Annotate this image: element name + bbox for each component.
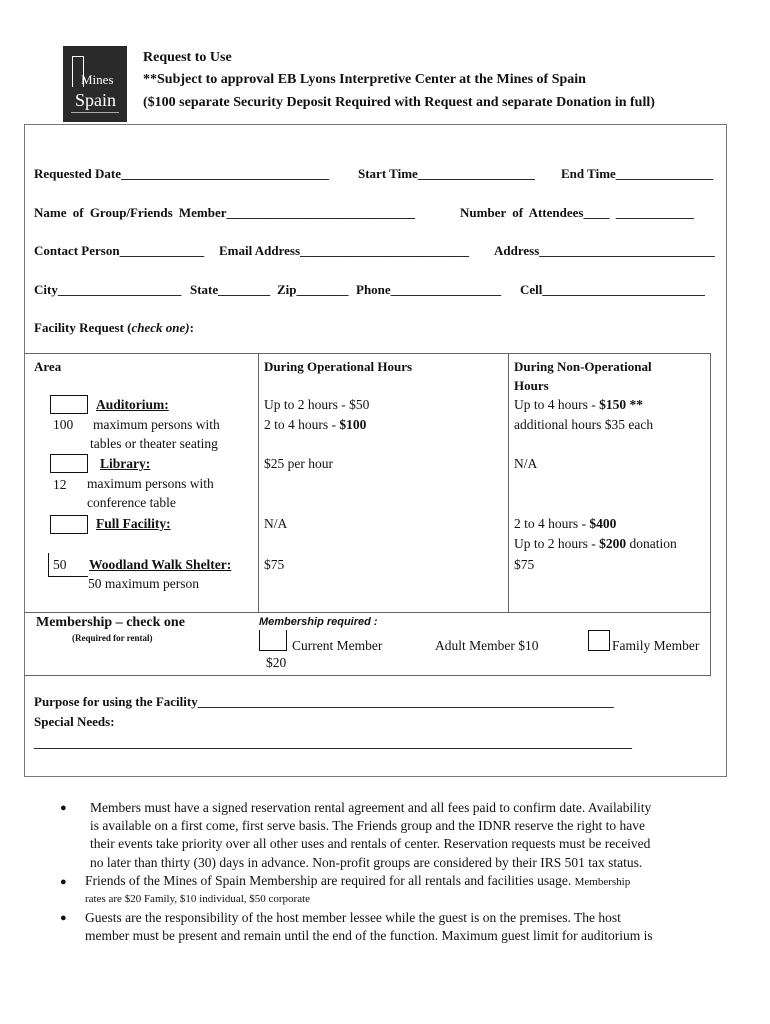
address-field[interactable]: Address___________________________ (494, 243, 715, 258)
requested-date-field[interactable]: Requested Date________________________________ (34, 166, 330, 181)
number-attendees-field[interactable]: Number of Attendees____ ____________ (460, 205, 694, 220)
adult-member-label: Adult Member $10 (435, 638, 539, 653)
family-member-checkbox[interactable] (588, 630, 610, 651)
full-facility-checkbox[interactable] (50, 515, 88, 534)
rule-3-line-1: Guests are the responsibility of the host member lessee while the guest is on the premises. The host (85, 910, 621, 925)
rule-2-line-2: rates are $20 Family, $10 individual, $50 corporate (85, 893, 311, 905)
library-label: Library: (100, 456, 151, 471)
woodland-nonop-rate: $75 (514, 557, 535, 572)
family-member-label: Family Member (612, 638, 700, 653)
current-member-checkbox[interactable] (259, 630, 287, 651)
purpose-field[interactable]: Purpose for using the Facility________________________________________________________________ (34, 694, 614, 709)
table-col-divider-1 (258, 353, 259, 613)
zip-field[interactable]: Zip________ (277, 282, 349, 297)
woodland-desc: 50 maximum person (88, 576, 199, 591)
phone-field[interactable]: Phone_________________ (356, 282, 502, 297)
facility-request-label: Facility Request (check one): (34, 320, 194, 335)
auditorium-nonop-rate-2: additional hours $35 each (514, 417, 654, 432)
membership-required-label: Membership required : (259, 616, 378, 628)
bullet-icon: ● (60, 876, 67, 888)
library-desc-1: maximum persons with (87, 476, 214, 491)
end-time-field[interactable]: End Time_______________ (561, 166, 714, 181)
full-facility-label: Full Facility: (96, 516, 171, 531)
col-header-area: Area (34, 359, 62, 374)
auditorium-desc-1: maximum persons with (93, 417, 220, 432)
logo-divider (71, 112, 119, 113)
full-facility-nonop-rate-1: 2 to 4 hours - $400 (514, 516, 617, 531)
rule-1-line-4: no later than thirty (30) days in advance. Non-profit groups are considered by their IRS 501 tax status. (90, 855, 643, 870)
email-field[interactable]: Email Address__________________________ (219, 243, 470, 258)
membership-bottom-line (24, 675, 711, 676)
cell-field[interactable]: Cell_________________________ (520, 282, 705, 297)
bullet-icon: ● (60, 802, 67, 814)
contact-person-field[interactable]: Contact Person_____________ (34, 243, 205, 258)
woodland-op-rate: $75 (264, 557, 285, 572)
deposit-note: ($100 separate Security Deposit Required with Request and separate Donation in full) (143, 95, 655, 110)
bullet-icon: ● (60, 912, 67, 924)
rule-1-line-1: Members must have a signed reservation rental agreement and all fees paid to confirm date. Availability (90, 800, 652, 815)
rule-1-line-3: their events take priority over all other uses and rentals of center. Reservation requests must be received (90, 836, 651, 851)
rule-3-line-2: member must be present and remain until the end of the function. Maximum guest limit for auditorium is (85, 928, 653, 943)
logo-text-mines: Mines (81, 72, 114, 87)
mines-of-spain-logo (63, 46, 127, 122)
state-field[interactable]: State________ (190, 282, 271, 297)
library-op-rate: $25 per hour (264, 456, 333, 471)
special-needs-field[interactable]: ____________________________________________________________________________________________ (34, 735, 632, 750)
auditorium-checkbox[interactable] (50, 395, 88, 414)
approval-note: **Subject to approval EB Lyons Interpretive Center at the Mines of Spain (143, 72, 586, 87)
membership-title: Membership – check one (36, 615, 185, 630)
auditorium-nonop-rate-1: Up to 4 hours - $150 ** (514, 397, 643, 412)
woodland-capacity: 50 (53, 557, 67, 572)
auditorium-label: Auditorium: (96, 397, 169, 412)
current-member-price: $20 (266, 655, 287, 670)
full-facility-nonop-rate-2: Up to 2 hours - $200 donation (514, 536, 677, 551)
form-title: Request to Use (143, 50, 232, 65)
table-col-divider-2 (508, 353, 509, 613)
special-needs-label: Special Needs: (34, 714, 115, 729)
table-right-line (710, 353, 711, 676)
auditorium-desc-2: tables or theater seating (90, 436, 218, 451)
start-time-field[interactable]: Start Time__________________ (358, 166, 535, 181)
library-capacity: 12 (53, 477, 67, 492)
current-member-label: Current Member (292, 638, 383, 653)
col-header-nonoperational: During Non-Operational (514, 359, 652, 374)
library-nonop-rate: N/A (514, 456, 538, 471)
city-field[interactable]: City___________________ (34, 282, 182, 297)
woodland-label: Woodland Walk Shelter: (89, 557, 232, 572)
full-facility-op-rate: N/A (264, 516, 288, 531)
rule-2-line-1: Friends of the Mines of Spain Membership are required for all rentals and facilities usage. Membership (85, 873, 631, 888)
logo-text-spain: Spain (75, 90, 117, 110)
group-name-field[interactable]: Name of Group/Friends Member_____________________________ (34, 205, 416, 220)
table-top-line (24, 353, 711, 354)
auditorium-op-rate-2: 2 to 4 hours - $100 (264, 417, 367, 432)
col-header-operational: During Operational Hours (264, 359, 413, 374)
col-header-nonoperational-2: Hours (514, 378, 549, 393)
auditorium-op-rate-1: Up to 2 hours - $50 (264, 397, 370, 412)
rule-1-line-2: is available on a first come, first serve basis. The Friends group and the IDNR reserve the right to have (90, 818, 645, 833)
table-bottom-line (24, 612, 711, 613)
membership-subtitle: (Required for rental) (72, 633, 153, 643)
auditorium-capacity: 100 (53, 417, 74, 432)
library-checkbox[interactable] (50, 454, 88, 473)
library-desc-2: conference table (87, 495, 176, 510)
